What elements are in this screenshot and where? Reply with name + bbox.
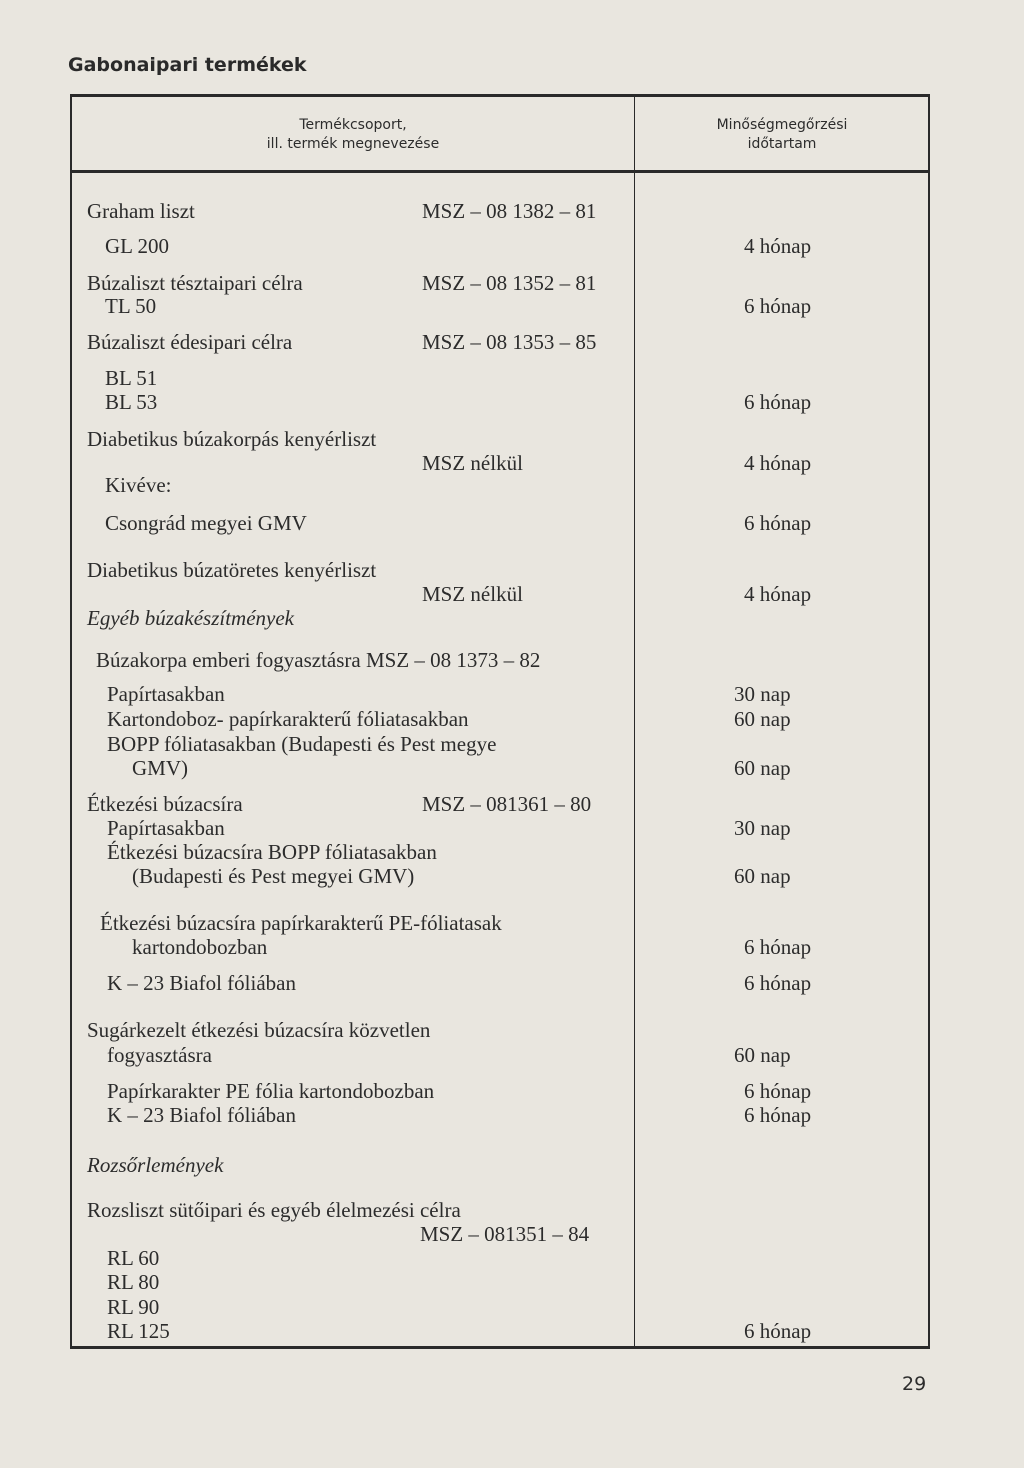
packaging: Papírtasakban bbox=[107, 816, 225, 840]
shelf-life: 6 hónap bbox=[744, 511, 812, 535]
packaging: K – 23 Biafol fóliában bbox=[107, 1103, 296, 1127]
packaging: BOPP fóliatasakban (Budapesti és Pest megye bbox=[107, 732, 497, 756]
product-grade: GL 200 bbox=[105, 234, 169, 258]
col1-header bbox=[72, 116, 634, 154]
product-name: Búzaliszt édesipari célra bbox=[87, 330, 293, 354]
shelf-life: 30 nap bbox=[734, 682, 791, 706]
product-grade: BL 51 bbox=[105, 366, 158, 390]
product-grade: TL 50 bbox=[105, 294, 157, 318]
shelf-life: 6 hónap bbox=[744, 971, 812, 995]
packaging: K – 23 Biafol fóliában bbox=[107, 971, 296, 995]
product-name: Rozsliszt sütőipari és egyéb élelmezési célra bbox=[87, 1198, 461, 1222]
col1-header-line2: ill. termék megnevezése bbox=[266, 136, 440, 152]
product-name: Étkezési búzacsíra bbox=[87, 792, 243, 816]
product-name: Sugárkezelt étkezési búzacsíra közvetlen bbox=[87, 1018, 431, 1042]
product-name: Csongrád megyei GMV bbox=[105, 511, 307, 535]
shelf-life: 6 hónap bbox=[744, 390, 812, 414]
standard-code: MSZ nélkül bbox=[422, 451, 523, 475]
packaging: kartondobozban bbox=[132, 935, 268, 959]
product-name: Búzakorpa emberi fogyasztásra MSZ – 08 1373 – 82 bbox=[96, 648, 541, 672]
standard-code: MSZ nélkül bbox=[422, 582, 523, 606]
product-grade: RL 80 bbox=[107, 1270, 160, 1294]
page-number: 29 bbox=[902, 1373, 927, 1395]
table-top-border bbox=[70, 94, 930, 97]
shelf-life: 60 nap bbox=[734, 864, 791, 888]
product-name: Graham liszt bbox=[87, 199, 195, 223]
section-heading: Rozsőrlemények bbox=[87, 1153, 224, 1177]
table-left-border bbox=[70, 94, 72, 1349]
page-title: Gabonaipari termékek bbox=[68, 54, 307, 76]
product-grade: BL 53 bbox=[105, 390, 158, 414]
table-bottom-border bbox=[70, 1346, 930, 1349]
col2-header bbox=[636, 116, 928, 154]
standard-code: MSZ – 081361 – 80 bbox=[422, 792, 592, 816]
packaging: Papírkarakter PE fólia kartondobozban bbox=[107, 1079, 435, 1103]
shelf-life: 4 hónap bbox=[744, 582, 812, 606]
standard-code: MSZ – 08 1353 – 85 bbox=[422, 330, 597, 354]
col2-header-line2: időtartam bbox=[747, 136, 817, 152]
packaging: (Budapesti és Pest megyei GMV) bbox=[132, 864, 415, 888]
product-name: Étkezési búzacsíra papírkarakterű PE-fóliatasak bbox=[100, 911, 502, 935]
packaging: Papírtasakban bbox=[107, 682, 225, 706]
product-name: fogyasztásra bbox=[107, 1043, 212, 1067]
shelf-life: 6 hónap bbox=[744, 1103, 812, 1127]
shelf-life: 60 nap bbox=[734, 756, 791, 780]
shelf-life: 60 nap bbox=[734, 1043, 791, 1067]
shelf-life: 6 hónap bbox=[744, 1079, 812, 1103]
shelf-life: 4 hónap bbox=[744, 234, 812, 258]
product-name: Diabetikus búzatöretes kenyérliszt bbox=[87, 558, 377, 582]
product-name: Búzaliszt tésztaipari célra bbox=[87, 271, 303, 295]
col1-header-line1: Termékcsoport, bbox=[299, 117, 407, 133]
shelf-life: 6 hónap bbox=[744, 1319, 812, 1343]
shelf-life: 6 hónap bbox=[744, 294, 812, 318]
packaging: Kartondoboz- papírkarakterű fóliatasakban bbox=[107, 707, 469, 731]
product-name: Diabetikus búzakorpás kenyérliszt bbox=[87, 427, 377, 451]
exception-label: Kivéve: bbox=[105, 473, 172, 497]
product-grade: RL 60 bbox=[107, 1246, 160, 1270]
product-grade: RL 90 bbox=[107, 1295, 160, 1319]
standard-code: MSZ – 08 1352 – 81 bbox=[422, 271, 597, 295]
shelf-life: 6 hónap bbox=[744, 935, 812, 959]
standard-code: MSZ – 08 1382 – 81 bbox=[422, 199, 597, 223]
shelf-life: 60 nap bbox=[734, 707, 791, 731]
packaging: GMV) bbox=[132, 756, 188, 780]
standard-code: MSZ – 081351 – 84 bbox=[420, 1222, 590, 1246]
packaging: Étkezési búzacsíra BOPP fóliatasakban bbox=[107, 840, 437, 864]
section-heading: Egyéb búzakészítmények bbox=[87, 606, 294, 630]
shelf-life: 4 hónap bbox=[744, 451, 812, 475]
header-bottom-border bbox=[70, 170, 930, 173]
table-right-border bbox=[928, 94, 930, 1349]
col2-header-line1: Minőségmegőrzési bbox=[716, 117, 848, 133]
shelf-life: 30 nap bbox=[734, 816, 791, 840]
product-grade: RL 125 bbox=[107, 1319, 170, 1343]
column-divider bbox=[634, 96, 635, 1346]
